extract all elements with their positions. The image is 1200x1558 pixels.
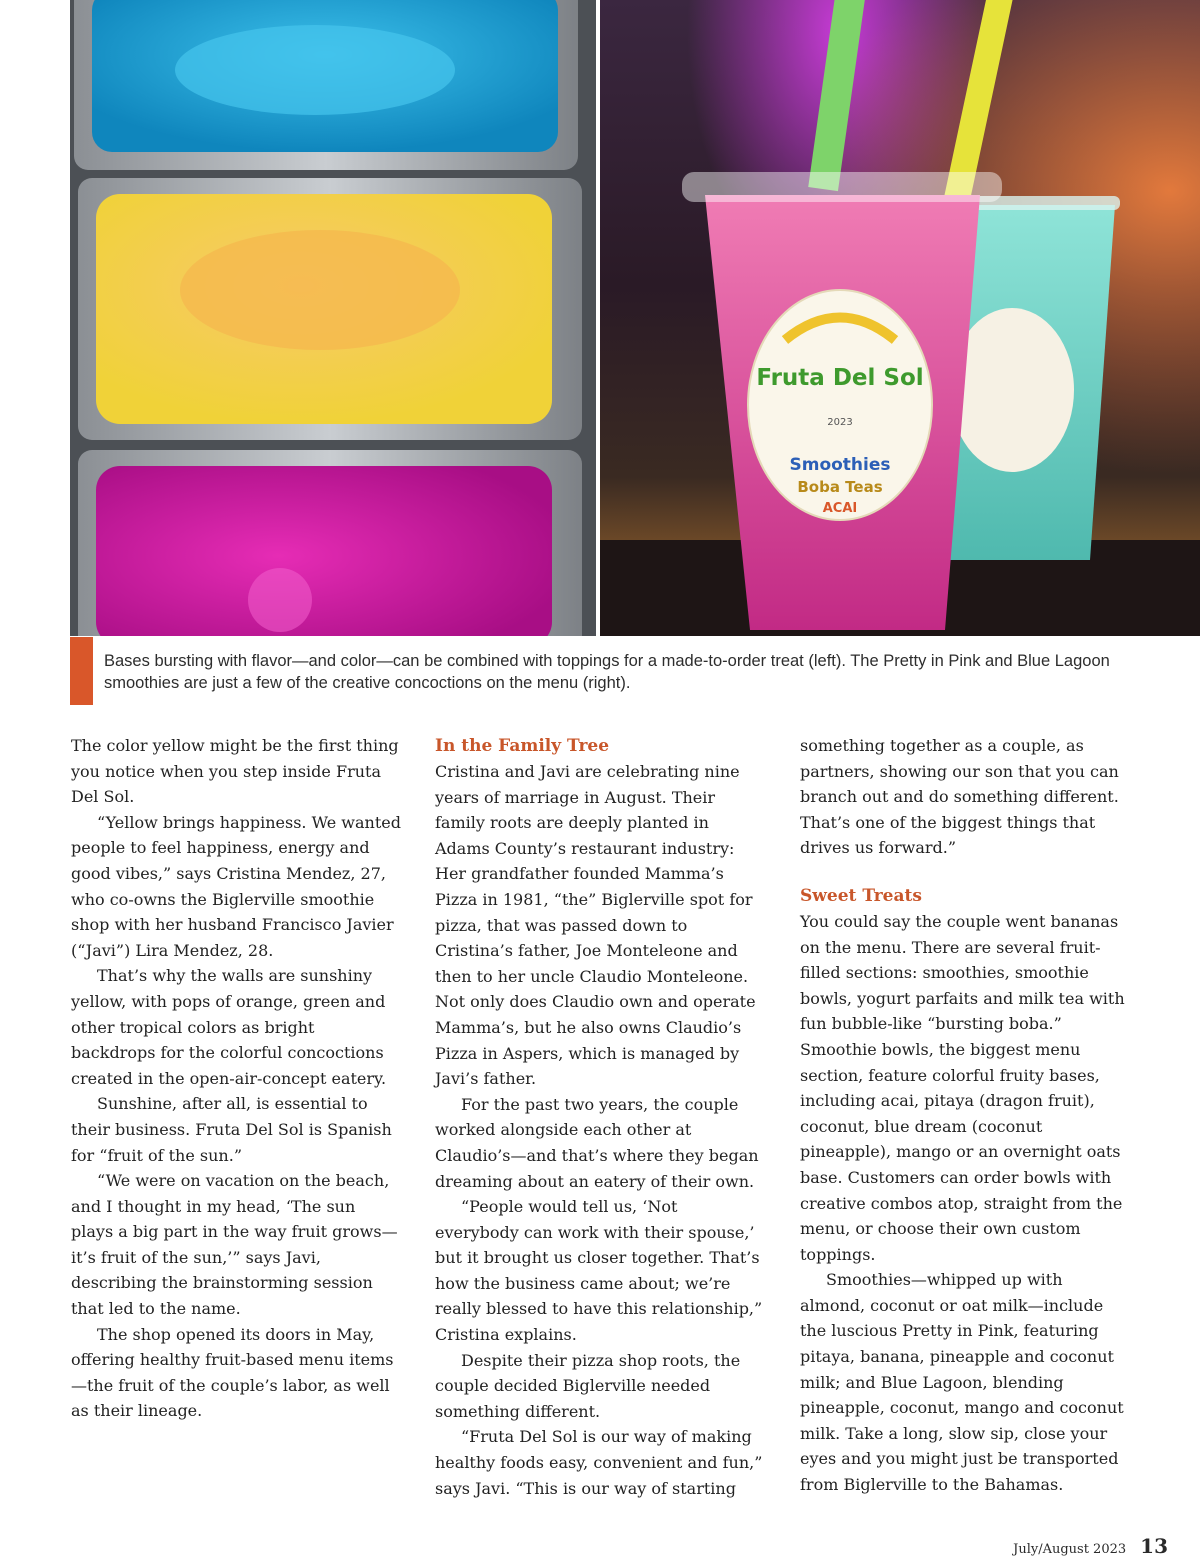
paragraph: “We were on vacation on the beach, and I thought in my head, ‘The sun plays a big part in the way fruit grows—it’s fruit of the sun,’” says Javi, describing the brainstorming session that led to the name. xyxy=(71,1171,398,1319)
section-heading-family-tree: In the Family Tree xyxy=(435,736,610,756)
smoothie-bases-illustration xyxy=(70,0,596,636)
photo-smoothie-cups xyxy=(600,0,1200,636)
sticker-year: 2023 xyxy=(827,417,853,428)
article-column-3 xyxy=(800,733,1130,1498)
paragraph: something together as a couple, as partners, showing our son that you can branch out and do something different. That’s one of the biggest things that drives us forward.” xyxy=(800,736,1119,858)
section-heading-sweet-treats: Sweet Treats xyxy=(800,885,922,906)
issue-date: July/August 2023 xyxy=(1013,1542,1127,1557)
page-number: 13 xyxy=(1140,1534,1168,1558)
paragraph: Cristina and Javi are celebrating nine years of marriage in August. Their family roots are deeply planted in Adams County’s restaurant industry: Her grandfather founded Mamma’s Pizza in 1981, “the” Biglerville spot for pizza, that was passed down to Cristina’s father, Joe Monteleone and then to her uncle Claudio Monteleone. Not only does Claudio own and operate Mamma’s, but he also owns Claudio’s Pizza in Aspers, which is managed by Javi’s father. xyxy=(435,762,756,1089)
paragraph: Smoothies—whipped up with almond, coconut or oat milk—include the luscious Pretty in Pink, featuring pitaya, banana, pineapple and coconut milk; and Blue Lagoon, blending pineapple, coconut, mango and coconut milk. Take a long, slow sip, close your eyes and you might just be transported from Biglerville to the Bahamas. xyxy=(800,1270,1124,1495)
photo-smoothie-bases xyxy=(70,0,596,636)
paragraph: For the past two years, the couple worked alongside each other at Claudio’s—and that’s where they began dreaming about an eatery of their own. xyxy=(435,1094,759,1191)
paragraph: That’s why the walls are sunshiny yellow, with pops of orange, green and other tropical colors as bright backdrops for the colorful concoctions created in the open-air-concept eatery. xyxy=(71,966,387,1088)
paragraph: The shop opened its doors in May, offering healthy fruit-based menu items—the fruit of the couple’s labor, as well as their lineage. xyxy=(71,1324,394,1421)
paragraph: “People would tell us, ‘Not everybody can work with their spouse,’ but it brought us closer together. That’s how the business came about; we’re really blessed to have this relationship,” Cristina explains. xyxy=(435,1197,763,1345)
sticker-brand: Fruta Del Sol xyxy=(756,365,924,391)
paragraph: The color yellow might be the first thing you notice when you step inside Fruta Del Sol. xyxy=(71,736,399,807)
sticker-menu-1: Smoothies xyxy=(789,455,891,475)
article-column-1 xyxy=(71,733,401,1424)
paragraph: “Yellow brings happiness. We wanted people to feel happiness, energy and good vibes,” says Cristina Mendez, 27, who co-owns the Biglerville smoothie shop with her husband Francisco Javier (“Javi”) Lira Mendez, 28. xyxy=(71,812,401,960)
caption-accent-bar xyxy=(70,637,93,705)
paragraph: Sunshine, after all, is essential to their business. Fruta Del Sol is Spanish for “fruit of the sun.” xyxy=(71,1094,392,1165)
paragraph: You could say the couple went bananas on the menu. There are several fruit-filled sections: smoothies, smoothie bowls, yogurt parfaits and milk tea with fun bubble-like “bursting boba.” Smoothie bowls, the biggest menu section, feature colorful fruity bases, including acai, pitaya (dragon fruit), coconut, blue dream (coconut pineapple), mango or an overnight oats base. Customers can order bowls with creative combos atop, straight from the menu, or choose their own custom toppings. xyxy=(800,911,1125,1264)
paragraph: “Fruta Del Sol is our way of making healthy foods easy, convenient and fun,” says Javi. “This is our way of starting xyxy=(435,1427,763,1498)
smoothie-cups-illustration xyxy=(600,0,1200,636)
photo-caption: Bases bursting with flavor—and color—can be combined with toppings for a made-to-order treat (left). The Pretty in Pink and Blue Lagoon smoothies are just a few of the creative concoctions on the menu (right). xyxy=(104,652,1110,692)
straw-green xyxy=(808,0,866,191)
page-footer xyxy=(1013,1534,1168,1558)
sticker-menu-2: Boba Teas xyxy=(797,478,883,496)
paragraph: Despite their pizza shop roots, the couple decided Biglerville needed something different. xyxy=(435,1350,741,1421)
sticker-menu-3: ACAI xyxy=(822,501,858,516)
article-column-2 xyxy=(435,733,765,1501)
